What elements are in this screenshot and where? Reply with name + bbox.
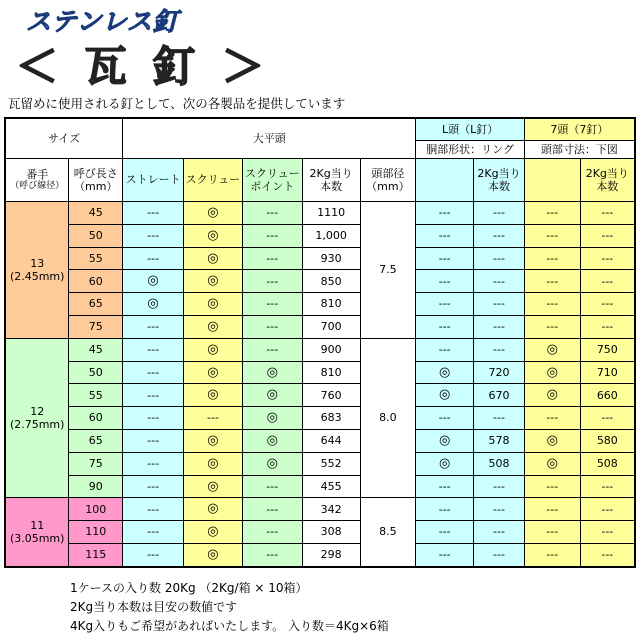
straight-cell: ---: [123, 543, 184, 566]
l-count-cell: ---: [474, 407, 525, 430]
screw-cell: ◎: [184, 475, 243, 498]
seven-count-cell: ---: [580, 498, 635, 521]
length-cell: 50: [69, 361, 123, 384]
header-length-label: 呼び長さ: [73, 166, 118, 180]
table-row: [5, 452, 635, 475]
length-cell: 55: [69, 384, 123, 407]
screw-cell: ◎: [184, 361, 243, 384]
seven-count-cell: ---: [580, 475, 635, 498]
l-mark-cell: ---: [416, 407, 474, 430]
l-count-cell: ---: [474, 270, 525, 293]
table-row: [5, 361, 635, 384]
l-mark-cell: ---: [416, 475, 474, 498]
seven-mark-cell: ---: [524, 498, 580, 521]
seven-mark-cell: ---: [524, 247, 580, 270]
l-mark-cell: ---: [416, 543, 474, 566]
seven-mark-cell: ---: [524, 315, 580, 338]
straight-cell: ---: [123, 338, 184, 361]
l-mark-cell: ---: [416, 498, 474, 521]
l-count-cell: ---: [474, 521, 525, 544]
seven-count-cell: ---: [580, 543, 635, 566]
screw-point-cell: ---: [242, 475, 302, 498]
count-cell: 1,000: [302, 224, 360, 247]
header-head-dia-l1: 頭部径: [371, 166, 405, 180]
wire-diameter: (2.45mm): [9, 269, 65, 283]
l-count-cell: ---: [474, 498, 525, 521]
l-count-cell: ---: [474, 543, 525, 566]
count-cell: 700: [302, 315, 360, 338]
length-cell: 110: [69, 521, 123, 544]
screw-cell: ◎: [184, 202, 243, 225]
straight-cell: ◎: [123, 270, 184, 293]
l-mark-cell: ◎: [416, 361, 474, 384]
screw-cell: ◎: [184, 315, 243, 338]
screw-cell: ◎: [184, 293, 243, 316]
seven-mark-cell: ◎: [524, 452, 580, 475]
straight-cell: ---: [123, 361, 184, 384]
screw-cell: ◎: [184, 498, 243, 521]
header-l-head: L頭（L釘）: [416, 118, 525, 141]
note-4kg: 4Kg入りもご希望があればいたします。 入り数＝4Kg×6箱: [70, 619, 389, 633]
screw-point-cell: ---: [242, 293, 302, 316]
length-cell: 100: [69, 498, 123, 521]
straight-cell: ---: [123, 475, 184, 498]
header-size: サイズ: [5, 118, 123, 159]
screw-point-cell: ◎: [242, 407, 302, 430]
length-cell: 65: [69, 429, 123, 452]
seven-mark-cell: ---: [524, 270, 580, 293]
length-cell: 45: [69, 202, 123, 225]
count-cell: 850: [302, 270, 360, 293]
header-gauge-sub: （呼び線径）: [10, 181, 65, 192]
straight-cell: ---: [123, 384, 184, 407]
screw-cell: ◎: [184, 224, 243, 247]
header-screw: スクリュー: [184, 159, 243, 202]
screw-cell: ◎: [184, 452, 243, 475]
l-mark-cell: ◎: [416, 452, 474, 475]
seven-count-cell: ---: [580, 293, 635, 316]
seven-count-cell: ---: [580, 407, 635, 430]
screw-point-cell: ---: [242, 498, 302, 521]
seven-mark-cell: ---: [524, 475, 580, 498]
count-cell: 342: [302, 498, 360, 521]
count-cell: 810: [302, 361, 360, 384]
table-row: [5, 338, 635, 361]
seven-mark-cell: ◎: [524, 384, 580, 407]
header-seven-count: [580, 159, 635, 202]
table-row: [5, 475, 635, 498]
l-count-cell: ---: [474, 247, 525, 270]
l-mark-cell: ◎: [416, 429, 474, 452]
wire-diameter: (3.05mm): [9, 532, 65, 546]
screw-cell: ◎: [184, 270, 243, 293]
seven-count-cell: 580: [580, 429, 635, 452]
count-cell: 298: [302, 543, 360, 566]
screw-point-cell: ---: [242, 247, 302, 270]
spec-table: [4, 117, 636, 568]
screw-point-cell: ---: [242, 315, 302, 338]
note-estimate: 2Kg当り本数は目安の数値です: [70, 600, 238, 614]
gauge-number: 13: [30, 256, 45, 270]
header-gauge: [5, 159, 69, 202]
count-cell: 1110: [302, 202, 360, 225]
notes: [70, 579, 389, 636]
seven-count-cell: ---: [580, 270, 635, 293]
straight-cell: ---: [123, 521, 184, 544]
length-cell: 60: [69, 270, 123, 293]
header-l-count-l2: 本数: [487, 180, 510, 193]
table-row: [5, 543, 635, 566]
header-screw-point-l2: ポイント: [250, 180, 295, 193]
table-row: [5, 407, 635, 430]
seven-count-cell: ---: [580, 521, 635, 544]
l-count-cell: ---: [474, 475, 525, 498]
straight-cell: ---: [123, 315, 184, 338]
header-seven-mark: [524, 159, 580, 202]
table-row: [5, 247, 635, 270]
table-row: [5, 224, 635, 247]
header-length-unit: （mm）: [74, 180, 118, 193]
l-mark-cell: ---: [416, 338, 474, 361]
seven-mark-cell: ---: [524, 407, 580, 430]
header-head-dia-l2: （mm）: [366, 180, 410, 193]
table-row: [5, 429, 635, 452]
head-diameter-cell: 7.5: [360, 202, 416, 339]
count-cell: 455: [302, 475, 360, 498]
straight-cell: ---: [123, 407, 184, 430]
screw-point-cell: ---: [242, 338, 302, 361]
l-mark-cell: ---: [416, 202, 474, 225]
count-cell: 900: [302, 338, 360, 361]
length-cell: 60: [69, 407, 123, 430]
l-mark-cell: ---: [416, 293, 474, 316]
length-cell: 50: [69, 224, 123, 247]
length-cell: 45: [69, 338, 123, 361]
l-count-cell: 508: [474, 452, 525, 475]
intro-text: 瓦留めに使用される釘として、次の各製品を提供しています: [8, 96, 346, 111]
count-cell: 308: [302, 521, 360, 544]
l-count-cell: 670: [474, 384, 525, 407]
count-cell: 683: [302, 407, 360, 430]
screw-cell: ◎: [184, 543, 243, 566]
table-row: [5, 202, 635, 225]
seven-count-cell: ---: [580, 247, 635, 270]
screw-point-cell: ◎: [242, 452, 302, 475]
gauge-cell: [5, 202, 69, 339]
head-diameter-cell: 8.0: [360, 338, 416, 498]
straight-cell: ---: [123, 452, 184, 475]
l-mark-cell: ---: [416, 224, 474, 247]
screw-point-cell: ◎: [242, 429, 302, 452]
l-head-note: 胴部形状：リング: [416, 141, 525, 159]
screw-point-cell: ---: [242, 270, 302, 293]
count-cell: 552: [302, 452, 360, 475]
header-seven-head: 7頭（7釘）: [524, 118, 635, 141]
count-cell: 810: [302, 293, 360, 316]
straight-cell: ---: [123, 498, 184, 521]
seven-mark-cell: ---: [524, 202, 580, 225]
seven-count-cell: 660: [580, 384, 635, 407]
header-screw-point-l1: スクリュー: [244, 166, 300, 180]
head-diameter-cell: 8.5: [360, 498, 416, 567]
gauge-number: 11: [30, 518, 45, 532]
header-seven-count-l1: 2Kg当り: [585, 166, 629, 180]
l-count-cell: ---: [474, 224, 525, 247]
straight-cell: ---: [123, 202, 184, 225]
seven-mark-cell: ◎: [524, 361, 580, 384]
header-length: [69, 159, 123, 202]
seven-count-cell: 710: [580, 361, 635, 384]
header-gauge-label: 番手: [26, 168, 49, 181]
seven-mark-cell: ---: [524, 543, 580, 566]
l-count-cell: ---: [474, 338, 525, 361]
header-count-l2: 本数: [320, 180, 343, 193]
screw-cell: ◎: [184, 521, 243, 544]
brand-heading: ステンレス釘: [26, 7, 179, 36]
header-l-mark: [416, 159, 474, 202]
seven-count-cell: ---: [580, 315, 635, 338]
header-count: [302, 159, 360, 202]
screw-point-cell: ---: [242, 224, 302, 247]
seven-mark-cell: ◎: [524, 338, 580, 361]
screw-point-cell: ---: [242, 521, 302, 544]
screw-point-cell: ---: [242, 543, 302, 566]
table-row: [5, 270, 635, 293]
header-head-dia: [360, 159, 416, 202]
count-cell: 930: [302, 247, 360, 270]
header-straight: ストレート: [123, 159, 184, 202]
gauge-cell: [5, 498, 69, 567]
screw-cell: ---: [184, 407, 243, 430]
wire-diameter: (2.75mm): [9, 418, 65, 432]
screw-point-cell: ◎: [242, 361, 302, 384]
header-seven-count-l2: 本数: [596, 180, 619, 193]
straight-cell: ---: [123, 429, 184, 452]
straight-cell: ◎: [123, 293, 184, 316]
seven-mark-cell: ---: [524, 521, 580, 544]
screw-cell: ◎: [184, 338, 243, 361]
note-case: 1ケースの入り数 20Kg （2Kg/箱 × 10箱）: [70, 581, 308, 595]
l-count-cell: 578: [474, 429, 525, 452]
l-count-cell: ---: [474, 202, 525, 225]
seven-mark-cell: ◎: [524, 429, 580, 452]
length-cell: 65: [69, 293, 123, 316]
header-screw-point: [242, 159, 302, 202]
seven-mark-cell: ---: [524, 293, 580, 316]
count-cell: 760: [302, 384, 360, 407]
gauge-cell: [5, 338, 69, 498]
table-row: [5, 293, 635, 316]
header-count-l1: 2Kg当り: [309, 166, 353, 180]
header-flat-head: 大平頭: [123, 118, 416, 159]
seven-count-cell: 508: [580, 452, 635, 475]
length-cell: 75: [69, 452, 123, 475]
l-mark-cell: ---: [416, 521, 474, 544]
seven-mark-cell: ---: [524, 224, 580, 247]
screw-cell: ◎: [184, 384, 243, 407]
l-count-cell: ---: [474, 293, 525, 316]
seven-count-cell: ---: [580, 224, 635, 247]
l-mark-cell: ---: [416, 270, 474, 293]
l-mark-cell: ◎: [416, 384, 474, 407]
length-cell: 90: [69, 475, 123, 498]
seven-count-cell: ---: [580, 202, 635, 225]
l-mark-cell: ---: [416, 315, 474, 338]
count-cell: 644: [302, 429, 360, 452]
screw-point-cell: ◎: [242, 384, 302, 407]
l-count-cell: 720: [474, 361, 525, 384]
seven-head-note: 頭部寸法：下図: [524, 141, 635, 159]
table-row: [5, 498, 635, 521]
l-mark-cell: ---: [416, 247, 474, 270]
screw-cell: ◎: [184, 429, 243, 452]
gauge-number: 12: [30, 404, 45, 418]
table-row: [5, 521, 635, 544]
screw-point-cell: ---: [242, 202, 302, 225]
seven-count-cell: 750: [580, 338, 635, 361]
page-title: ＜ 瓦 釘 ＞: [16, 42, 270, 91]
length-cell: 55: [69, 247, 123, 270]
straight-cell: ---: [123, 247, 184, 270]
table-row: [5, 384, 635, 407]
length-cell: 115: [69, 543, 123, 566]
header-l-count: [474, 159, 525, 202]
straight-cell: ---: [123, 224, 184, 247]
l-count-cell: ---: [474, 315, 525, 338]
screw-cell: ◎: [184, 247, 243, 270]
table-row: [5, 315, 635, 338]
header-l-count-l1: 2Kg当り: [477, 166, 521, 180]
length-cell: 75: [69, 315, 123, 338]
